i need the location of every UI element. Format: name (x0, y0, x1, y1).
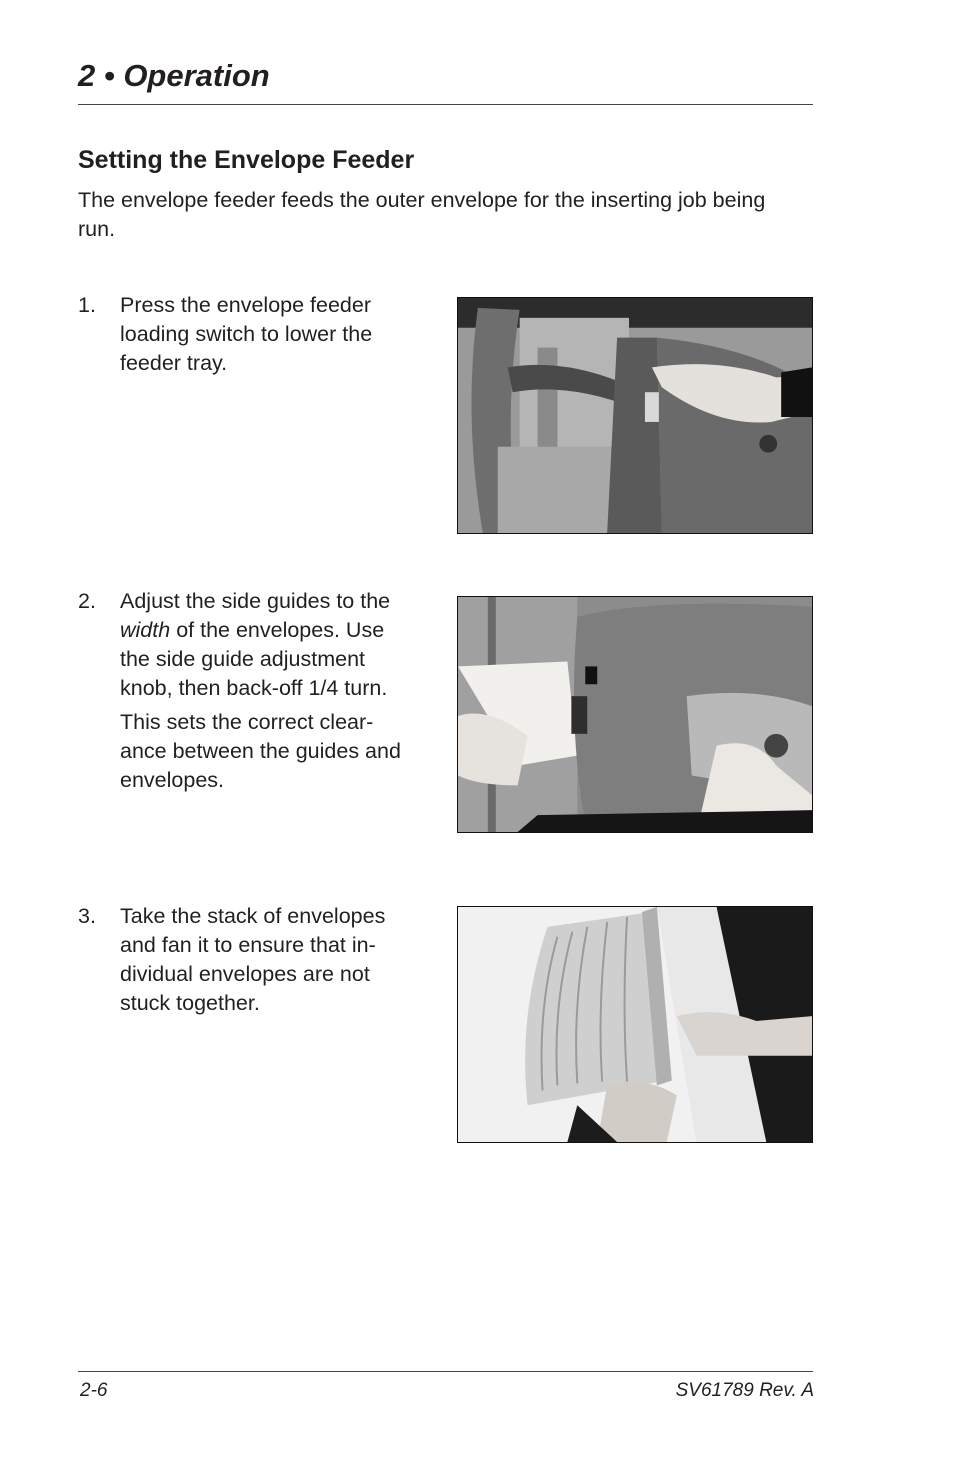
step-line: stuck together. (120, 991, 260, 1015)
photo-side-guide-knob (457, 596, 813, 833)
step-line: Adjust the side guides to the (120, 589, 391, 613)
section-heading: Setting the Envelope Feeder (78, 146, 415, 174)
header-rule (78, 104, 813, 105)
step-number: 2. (78, 589, 96, 613)
step-note-line: ance between the guides and (120, 739, 401, 763)
step-line-rest: of the envelopes. Use (176, 618, 385, 642)
emphasis-word: width (120, 618, 171, 642)
step-line: knob, then back-off 1/4 turn. (120, 676, 388, 700)
step-note-line: This sets the correct clear- (120, 710, 374, 734)
step-number: 3. (78, 904, 96, 928)
step-line: Take the stack of envelopes (120, 904, 386, 928)
step-text (120, 587, 450, 795)
step-line: and fan it to ensure that in- (120, 933, 376, 957)
chapter-title: 2 • Operation (78, 58, 270, 93)
footer-rule (78, 1371, 813, 1372)
step-line: feeder tray. (120, 351, 228, 375)
step-text (120, 902, 450, 1018)
photo-feeder-switch (457, 297, 813, 534)
photo-fan-envelopes (457, 906, 813, 1143)
step-line: loading switch to lower the (120, 322, 373, 346)
document-id: SV61789 Rev. A (675, 1380, 814, 1401)
page-number: 2-6 (80, 1380, 108, 1401)
section-intro: The envelope feeder feeds the outer envelope for the inserting job being run. (78, 188, 766, 241)
step-number: 1. (78, 293, 96, 317)
step-line: dividual envelopes are not (120, 962, 370, 986)
step-note-line: envelopes. (120, 768, 224, 792)
step-line: Press the envelope feeder (120, 293, 371, 317)
step-line: the side guide adjustment (120, 647, 366, 671)
step-text (120, 291, 450, 378)
step-line (120, 616, 450, 645)
